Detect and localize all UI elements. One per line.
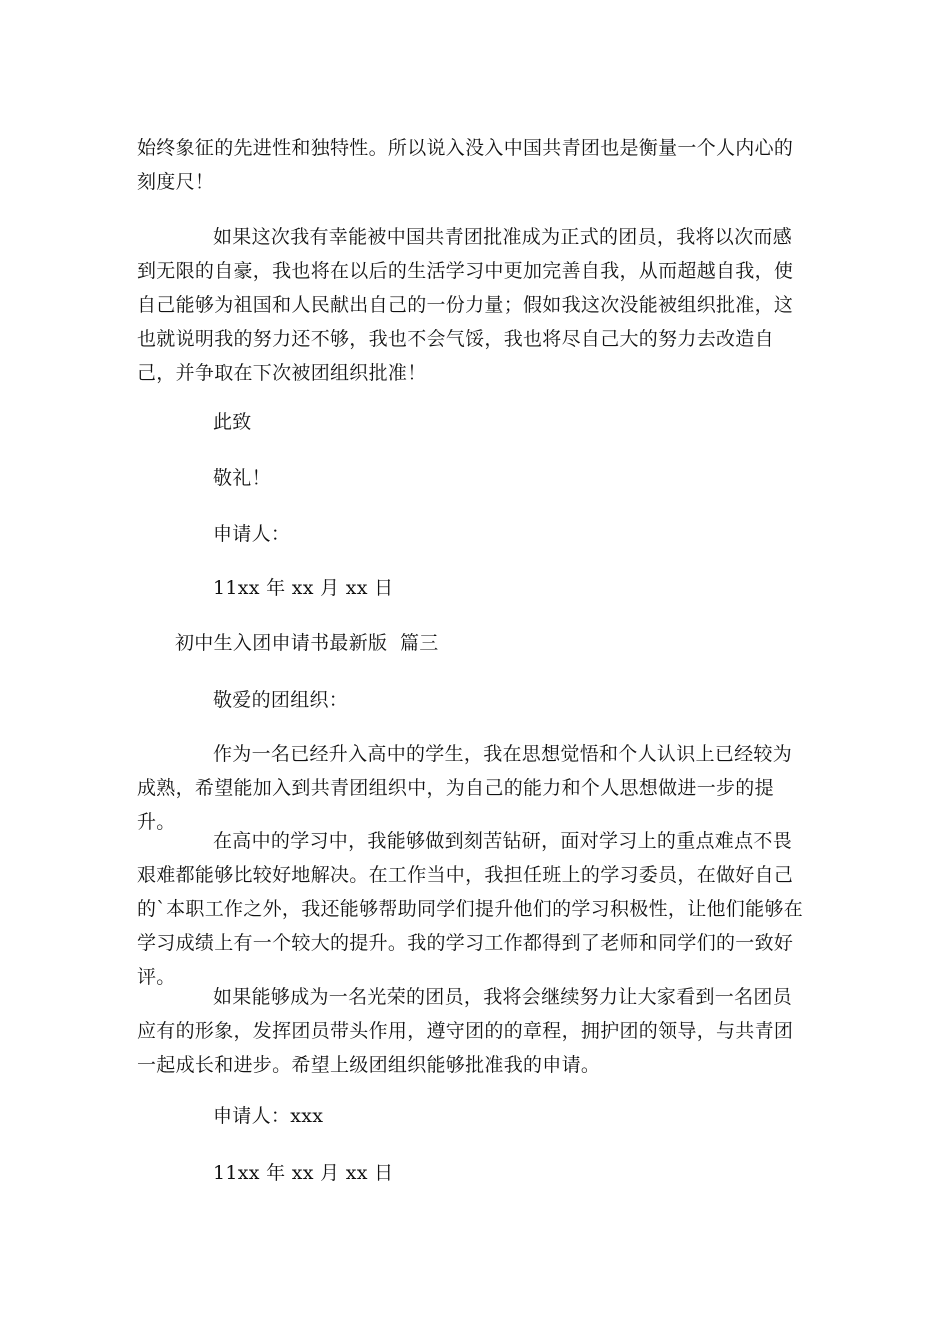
paragraph-if-approved: 如果这次我有幸能被中国共青团批准成为正式的团员，我将以次而感到无限的自豪，我也将在以后的生活学习中更加完善自我，从而超越自我，使自己能够为祖国和人民献出自己的一份力量；假如我这次没能被组织批准，这也就说明我的努力还不够，我也不会气馁，我也将尽自己大的努力去改造自己，并争取在下次被团组织批准！ (137, 226, 794, 384)
closing-jingli: 敬礼！ (213, 467, 271, 489)
paragraph-continuation: 始终象征的先进性和独特性。所以说入没入中国共青团也是衡量一个人内心的刻度尺！ (137, 137, 794, 193)
applicant-signature-2: 申请人：xxx (213, 1105, 324, 1127)
paragraph-study: 在高中的学习中，我能够做到刻苦钻研，面对学习上的重点难点不畏艰难都能够比较好地解决。在工作当中，我担任班上的学习委员，在做好自己的`本职工作之外，我还能够帮助同学们提升他们的学习积极性，让他们能够在学习成绩上有一个较大的提升。我的学习工作都得到了老师和同学们的一致好评。 (137, 830, 804, 988)
paragraph-future: 如果能够成为一名光荣的团员，我将会继续努力让大家看到一名团员应有的形象，发挥团员带头作用，遵守团的的章程，拥护团的领导，与共青团一起成长和进步。希望上级团组织能够批准我的申请。 (137, 986, 794, 1076)
section-heading: 初中生入团申请书最新版 篇三 (175, 632, 439, 654)
date-line-1: 11xx 年 xx 月 xx 日 (213, 577, 394, 599)
date-line-2: 11xx 年 xx 月 xx 日 (213, 1162, 394, 1184)
closing-cizhi: 此致 (213, 411, 252, 433)
applicant-signature-1: 申请人： (213, 523, 291, 545)
paragraph-intro: 作为一名已经升入高中的学生，我在思想觉悟和个人认识上已经较为成熟，希望能加入到共青团组织中，为自己的能力和个人思想做进一步的提升。 (137, 743, 793, 833)
salutation: 敬爱的团组织： (213, 689, 349, 711)
